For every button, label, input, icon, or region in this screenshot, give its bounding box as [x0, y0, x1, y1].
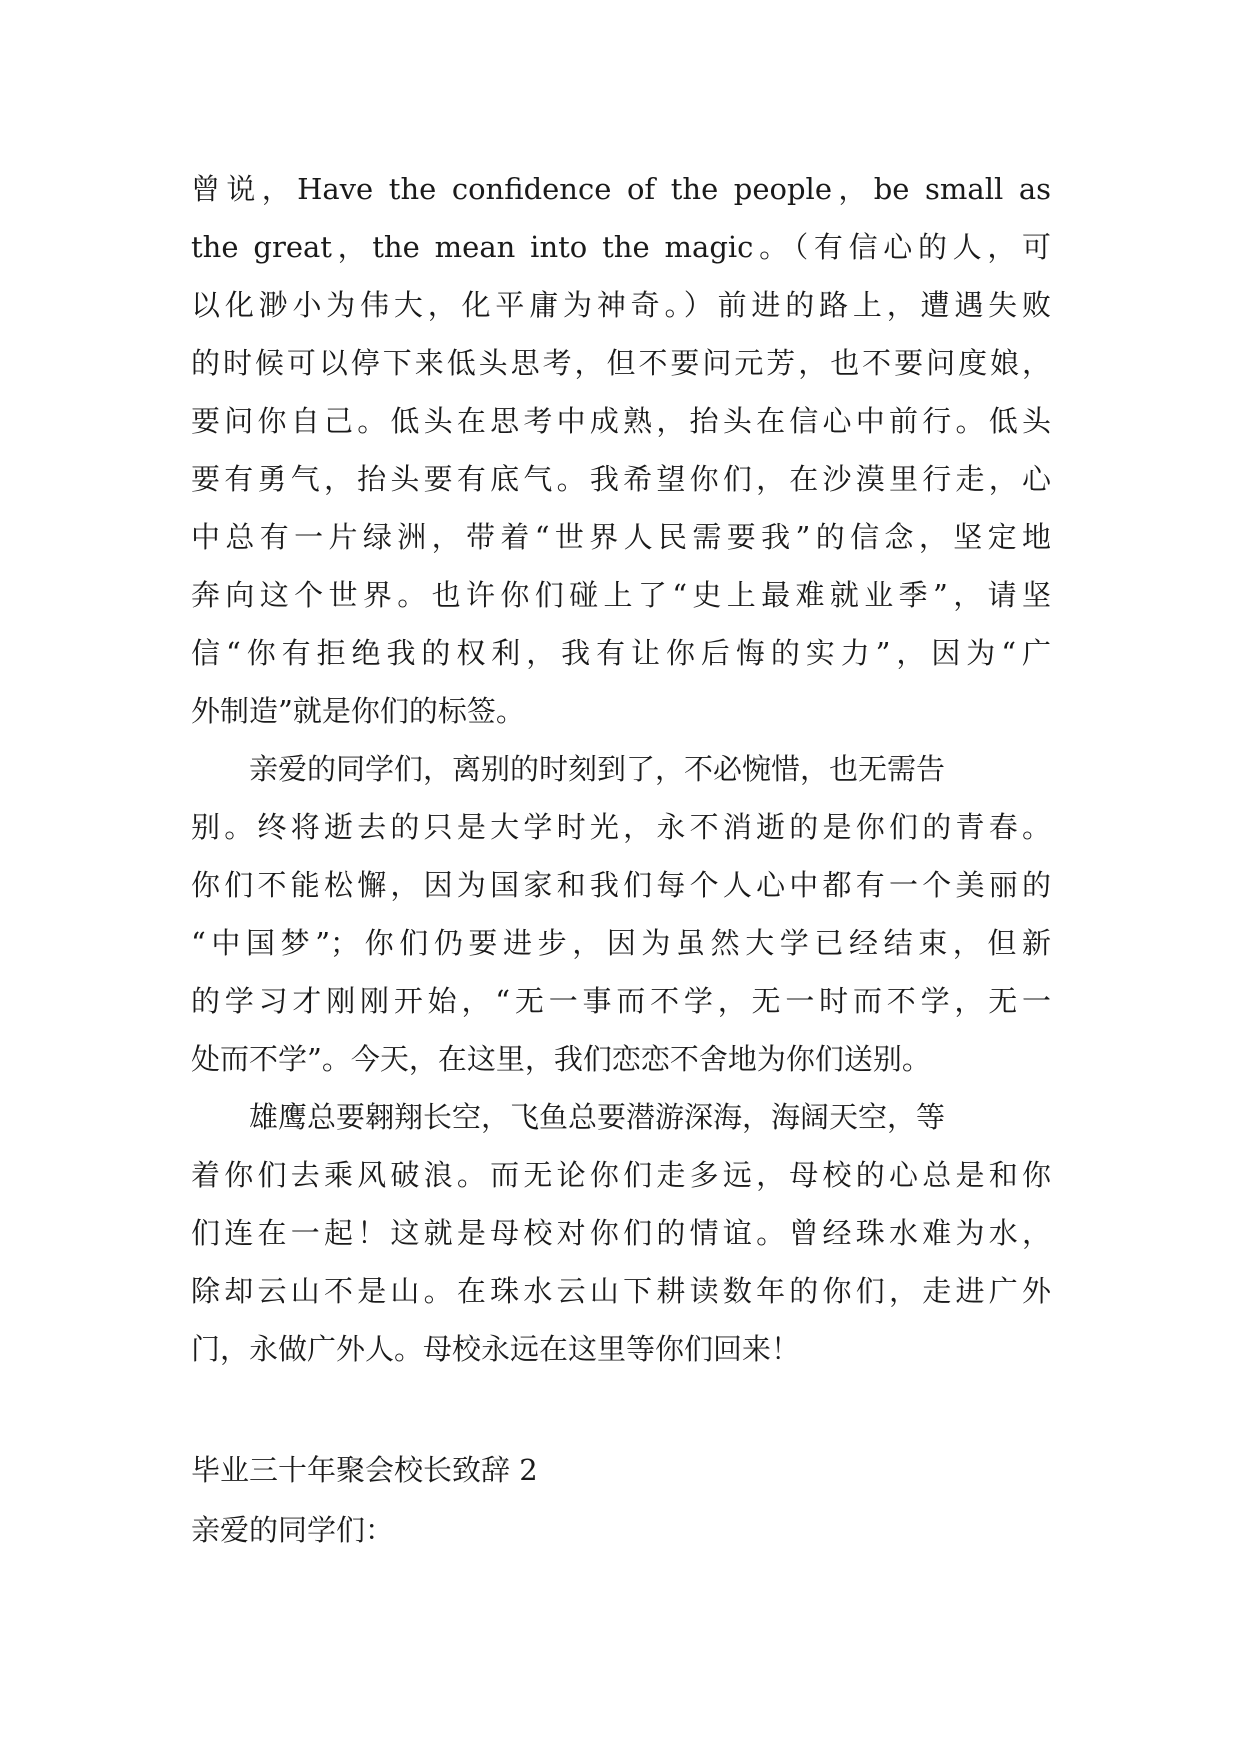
text-line: 着你们去乘风破浪。而无论你们走多远，母校的心总是和你 [191, 1158, 1051, 1192]
text-line: 要问你自己。低头在思考中成熟，抬头在信心中前行。低头 [191, 404, 1051, 438]
text-line: “中国梦”；你们仍要进步，因为虽然大学已经结束，但新 [191, 926, 1051, 960]
salutation: 亲爱的同学们： [191, 1513, 395, 1547]
text-line: 除却云山不是山。在珠水云山下耕读数年的你们，走进广外 [191, 1274, 1051, 1308]
text-line: 门，永做广外人。母校永远在这里等你们回来！ [191, 1332, 801, 1366]
text-line: 中总有一片绿洲，带着“世界人民需要我”的信念，坚定地 [191, 520, 1051, 554]
text-line: 信“你有拒绝我的权利，我有让你后悔的实力”，因为“广 [191, 636, 1051, 670]
text-line: the great，the mean into the magic。（有信心的人，可 [191, 230, 1051, 264]
text-line: 要有勇气，抬头要有底气。我希望你们，在沙漠里行走，心 [191, 462, 1051, 496]
next-section [191, 1440, 1051, 1560]
text-line: 曾说，Have the confidence of the people，be small as [191, 172, 1051, 206]
text-line: 以化渺小为伟大，化平庸为神奇。）前进的路上，遭遇失败 [191, 288, 1051, 322]
text-line: 外制造”就是你们的标签。 [191, 694, 525, 728]
text-line: 处而不学”。今天，在这里，我们恋恋不舍地为你们送别。 [191, 1042, 931, 1076]
text-line: 你们不能松懈，因为国家和我们每个人心中都有一个美丽的 [191, 868, 1051, 902]
text-line: 亲爱的同学们，离别的时刻到了，不必惋惜，也无需告 [191, 752, 946, 786]
text-line: 别。终将逝去的只是大学时光，永不消逝的是你们的青春。 [191, 810, 1051, 844]
section-title: 毕业三十年聚会校长致辞 2 [191, 1453, 538, 1487]
text-line: 的时候可以停下来低头思考，但不要问元芳，也不要问度娘， [191, 346, 1051, 380]
text-line: 的学习才刚刚开始，“无一事而不学，无一时而不学，无一 [191, 984, 1051, 1018]
text-line: 奔向这个世界。也许你们碰上了“史上最难就业季”，请坚 [191, 578, 1051, 612]
document-body [191, 160, 1051, 1378]
text-line: 雄鹰总要翱翔长空，飞鱼总要潜游深海，海阔天空，等 [191, 1100, 946, 1134]
text-line: 们连在一起！这就是母校对你们的情谊。曾经珠水难为水， [191, 1216, 1051, 1250]
